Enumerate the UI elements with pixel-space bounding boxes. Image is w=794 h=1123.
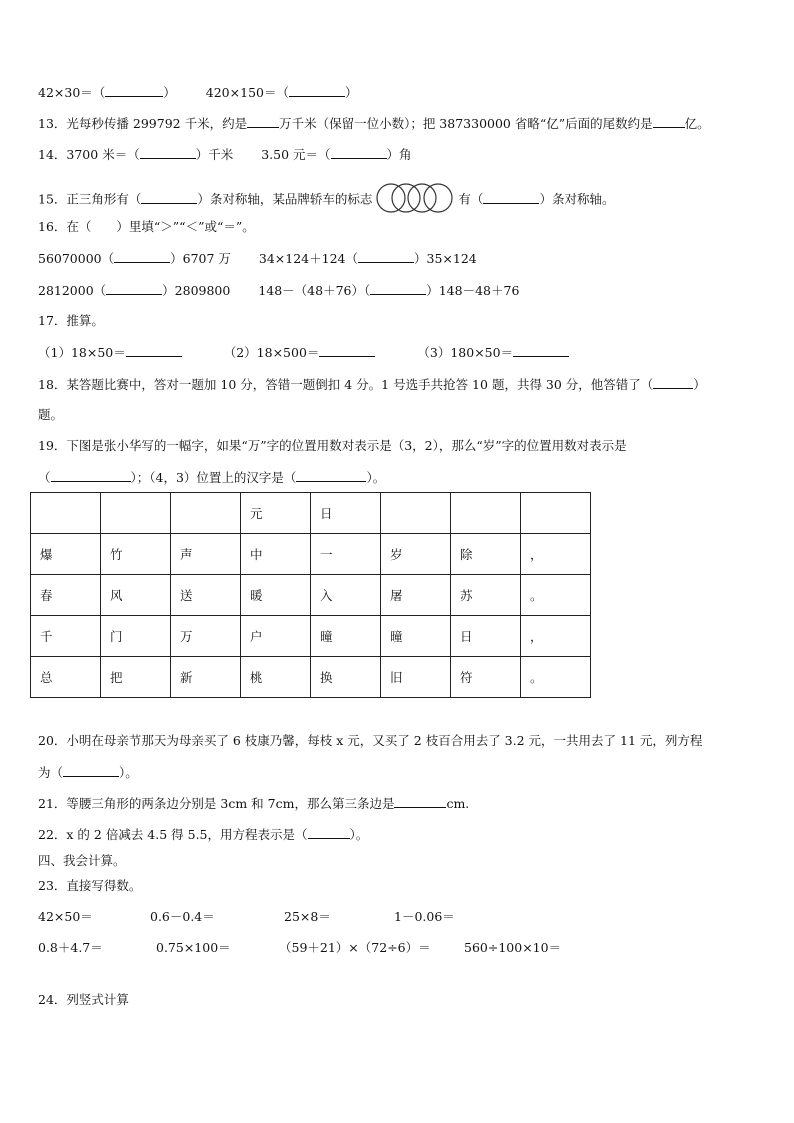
question-text: 为（ <box>38 765 64 780</box>
question-18-line-1 <box>38 376 706 393</box>
question-19-line-2 <box>38 469 385 486</box>
question-text: ）6707 万 <box>170 251 231 266</box>
question-text: ）。 <box>349 827 369 842</box>
grid-cell <box>521 493 591 534</box>
grid-cell: 。 <box>521 575 591 616</box>
grid-cell: 桃 <box>241 657 311 698</box>
question-20-line-1: 20．小明在母亲节那天为母亲买了 6 枝康乃馨，每枝 x 元，又买了 2 枝百合用去了 3.2 元，一共用去了 11 元，列方程 <box>38 733 703 748</box>
question-23-row-2 <box>38 940 561 956</box>
question-text: 148－（48＋76）（ <box>258 283 371 298</box>
calc-item: 42×50＝ <box>38 909 93 924</box>
question-text: ）；（4，3）位置上的汉字是（ <box>130 470 297 485</box>
answer-blank[interactable] <box>63 764 119 777</box>
question-text: 有（ <box>458 191 484 207</box>
grid-cell: ， <box>521 534 591 575</box>
question-text: 15．正三角形有（ <box>38 191 142 207</box>
grid-cell: 中 <box>241 534 311 575</box>
answer-blank[interactable] <box>141 191 197 204</box>
calc-item: （59＋21）×（72÷6）＝ <box>279 940 431 955</box>
question-text: ）2809800 <box>162 283 231 298</box>
answer-blank[interactable] <box>483 191 539 204</box>
answer-blank[interactable] <box>653 115 685 128</box>
answer-blank[interactable] <box>513 344 569 357</box>
grid-cell <box>171 493 241 534</box>
answer-blank[interactable] <box>358 250 414 263</box>
question-23-row-1 <box>38 909 455 925</box>
answer-blank[interactable] <box>105 84 163 97</box>
problem-text: ） <box>163 85 176 100</box>
question-text: （3）180×50＝ <box>417 345 514 360</box>
question-text: ）条对称轴，某品牌轿车的标志 <box>197 191 373 207</box>
question-text: 56070000（ <box>38 251 115 266</box>
question-text: 2812000（ <box>38 283 107 298</box>
grid-cell: 除 <box>451 534 521 575</box>
calc-item: 1－0.06＝ <box>394 909 455 924</box>
grid-cell: 换 <box>311 657 381 698</box>
grid-cell: 日 <box>451 616 521 657</box>
grid-cell: 曈 <box>381 616 451 657</box>
problem-text: 42×30＝（ <box>38 85 106 100</box>
grid-cell: 符 <box>451 657 521 698</box>
grid-cell: 。 <box>521 657 591 698</box>
answer-blank[interactable] <box>126 344 182 357</box>
grid-cell: 千 <box>31 616 101 657</box>
answer-blank[interactable] <box>319 344 375 357</box>
grid-cell <box>31 493 101 534</box>
question-text: 亿。 <box>684 116 710 131</box>
grid-cell: 声 <box>171 534 241 575</box>
answer-blank[interactable] <box>653 376 693 389</box>
question-18-line-2: 题。 <box>38 407 64 422</box>
grid-cell: 竹 <box>101 534 171 575</box>
grid-row <box>31 657 591 698</box>
calc-item: 0.8＋4.7＝ <box>38 940 103 955</box>
question-22 <box>38 826 368 843</box>
question-19-line-1: 19．下图是张小华写的一幅字，如果“万”字的位置用数对表示是（3，2），那么“岁”字的位置用数对表示是 <box>38 438 627 453</box>
question-text: ）148－48＋76 <box>426 283 520 298</box>
question-23-heading: 23．直接写得数。 <box>38 878 142 893</box>
answer-blank[interactable] <box>394 795 446 808</box>
grid-cell: 入 <box>311 575 381 616</box>
question-text: ） <box>693 377 706 392</box>
grid-row <box>31 616 591 657</box>
grid-cell <box>381 493 451 534</box>
grid-cell: 门 <box>101 616 171 657</box>
problem-text: ） <box>344 85 358 100</box>
grid-cell: 旧 <box>381 657 451 698</box>
answer-blank[interactable] <box>106 282 162 295</box>
grid-cell: 元 <box>241 493 311 534</box>
question-text: （2）18×500＝ <box>223 345 320 360</box>
question-17-heading: 17．推算。 <box>38 313 104 328</box>
grid-cell: 春 <box>31 575 101 616</box>
car-logo-four-rings-icon <box>374 182 456 218</box>
question-14 <box>38 146 412 163</box>
section-heading: 四、我会计算。 <box>38 853 126 868</box>
grid-cell: 一 <box>311 534 381 575</box>
calc-item: 25×8＝ <box>284 909 331 924</box>
answer-blank[interactable] <box>308 826 350 839</box>
grid-cell: 屠 <box>381 575 451 616</box>
question-text: ）条对称轴。 <box>539 191 615 207</box>
answer-blank[interactable] <box>247 115 279 128</box>
grid-row <box>31 534 591 575</box>
question-15 <box>38 182 614 218</box>
question-text: 18．某答题比赛中，答对一题加 10 分，答错一题倒扣 4 分。1 号选手共抢答 10 题，共得 30 分，他答错了（ <box>38 377 654 392</box>
question-16-row-2 <box>38 282 519 299</box>
grid-cell: 爆 <box>31 534 101 575</box>
answer-blank[interactable] <box>140 146 196 159</box>
question-17-row <box>38 344 569 361</box>
question-16-row-1 <box>38 250 477 267</box>
problem-line-42x30 <box>38 84 358 101</box>
answer-blank[interactable] <box>289 84 345 97</box>
grid-cell: 风 <box>101 575 171 616</box>
grid-row <box>31 493 591 534</box>
answer-blank[interactable] <box>296 469 366 482</box>
question-text: 22．x 的 2 倍减去 4.5 得 5.5，用方程表示是（ <box>38 827 308 842</box>
question-text: （1）18×50＝ <box>38 345 126 360</box>
question-text: ）35×124 <box>414 251 477 266</box>
question-text: ）角 <box>386 147 412 162</box>
calc-item: 0.75×100＝ <box>156 940 231 955</box>
question-20-line-2 <box>38 764 138 781</box>
problem-text: 420×150＝（ <box>205 85 289 100</box>
question-21 <box>38 795 469 812</box>
grid-cell: 曈 <box>311 616 381 657</box>
grid-cell: 日 <box>311 493 381 534</box>
grid-cell: 暖 <box>241 575 311 616</box>
answer-blank[interactable] <box>114 250 170 263</box>
question-24-heading: 24．列竖式计算 <box>38 992 129 1007</box>
question-text: 3.50 元＝（ <box>261 147 331 162</box>
grid-cell <box>101 493 171 534</box>
grid-cell <box>451 493 521 534</box>
calc-item: 560÷100×10＝ <box>464 940 562 955</box>
grid-cell: 万 <box>171 616 241 657</box>
question-text: 万千米（保留一位小数）；把 387330000 省略“亿”后面的尾数约是 <box>279 116 653 131</box>
question-text: ）。 <box>366 470 386 485</box>
question-text: （ <box>38 470 51 485</box>
grid-cell: 把 <box>101 657 171 698</box>
grid-cell: 新 <box>171 657 241 698</box>
grid-cell: 岁 <box>381 534 451 575</box>
question-16-heading: 16．在（ ）里填“＞”“＜”或“＝”。 <box>38 219 255 234</box>
question-text: cm. <box>446 796 470 811</box>
grid-cell: 送 <box>171 575 241 616</box>
answer-blank[interactable] <box>370 282 426 295</box>
grid-row <box>31 575 591 616</box>
question-text: 13．光每秒传播 299792 千米，约是 <box>38 116 248 131</box>
question-text: 21．等腰三角形的两条边分别是 3cm 和 7cm，那么第三条边是 <box>38 796 395 811</box>
question-13 <box>38 115 710 132</box>
question-text: 14．3700 米＝（ <box>38 147 140 162</box>
grid-cell: 总 <box>31 657 101 698</box>
question-text: ）。 <box>119 765 138 780</box>
question-text: 34×124＋124（ <box>258 251 358 266</box>
answer-blank[interactable] <box>331 146 387 159</box>
grid-cell: 户 <box>241 616 311 657</box>
grid-cell: ， <box>521 616 591 657</box>
grid-cell: 苏 <box>451 575 521 616</box>
question-text: ）千米 <box>195 147 234 162</box>
calc-item: 0.6－0.4＝ <box>150 909 215 924</box>
answer-blank[interactable] <box>51 469 131 482</box>
poem-character-grid <box>30 492 591 698</box>
